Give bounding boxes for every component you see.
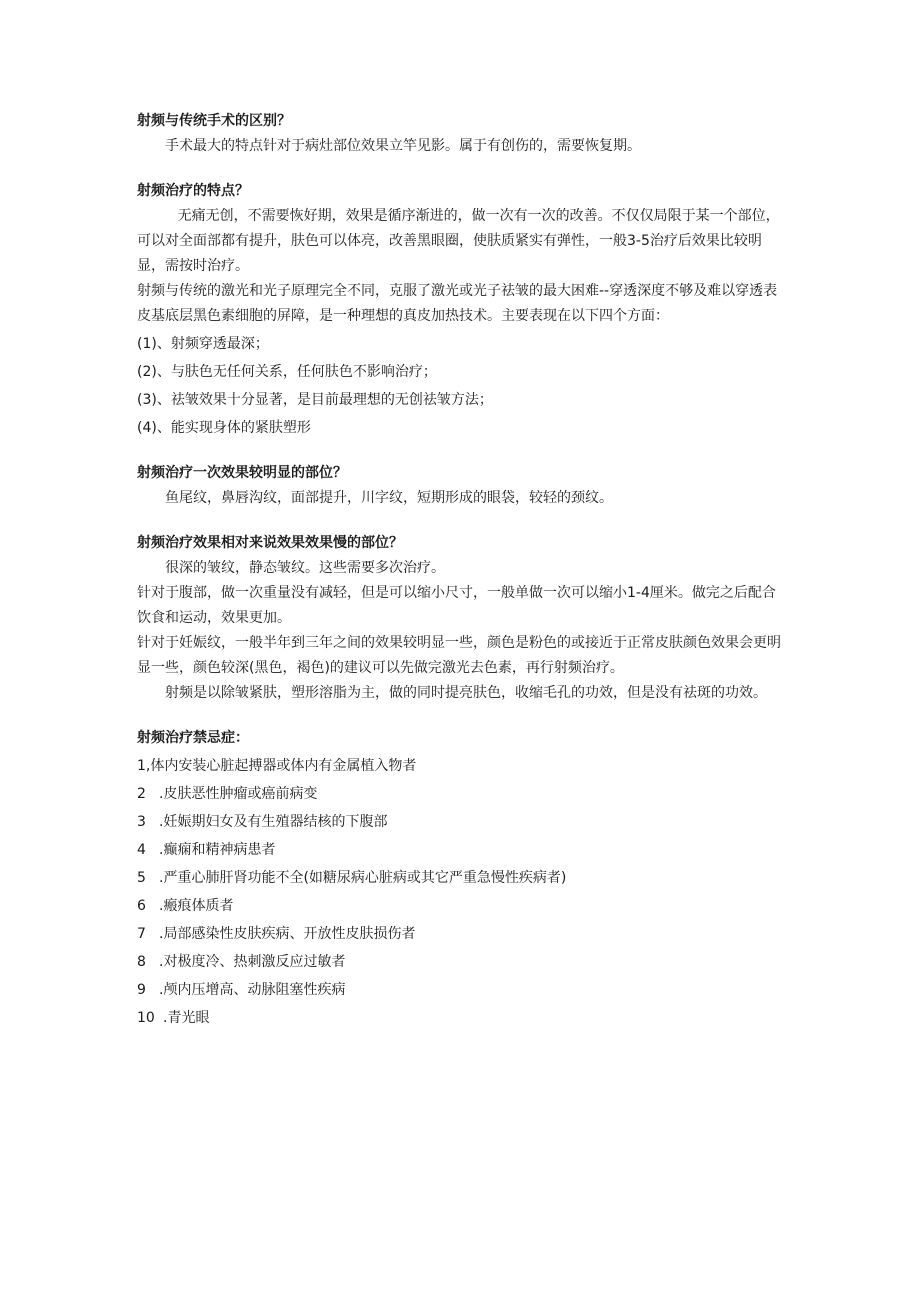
list-item — [137, 782, 787, 807]
item-text: .颅内压增高、动脉阻塞性疾病 — [159, 982, 346, 998]
paragraph: 鱼尾纹，鼻唇沟纹，面部提升，川字纹，短期形成的眼袋，较轻的颈纹。 — [165, 490, 613, 506]
item-number: 3 — [137, 814, 146, 830]
item-text: .皮肤恶性肿瘤或癌前病变 — [159, 786, 318, 802]
item-text: .局部感染性皮肤疾病、开放性皮肤损伤者 — [159, 926, 416, 942]
list-item — [137, 922, 787, 947]
item-text: .对极度冷、热刺激反应过敏者 — [159, 954, 346, 970]
section-heading: 射频治疗效果相对来说效果效果慢的部位？ — [137, 535, 403, 551]
section-rf-features — [137, 179, 787, 441]
paragraph: 针对于腹部，做一次重量没有减轻，但是可以缩小尺寸，一般单做一次可以缩小1-4厘米。做完之后配合饮食和运动，效果更加。 — [137, 585, 776, 626]
item-number: 9 — [137, 982, 146, 998]
item-text: .妊娠期妇女及有生殖器结核的下腹部 — [159, 814, 388, 830]
paragraph: 无痛无创，不需要恢好期，效果是循序渐进的，做一次有一次的改善。不仅仅局限于某一个部位，可以对全面部都有提升，肤色可以体亮，改善黑眼圈，使肤质紧实有弹性，一般3-5治疗后效果比较明显，需按时治疗。 — [137, 208, 780, 274]
section-slow-areas — [137, 531, 787, 706]
item-number: 8 — [137, 954, 146, 970]
section-heading: 射频治疗的特点？ — [137, 183, 249, 199]
section-contraindications — [137, 726, 787, 1031]
item-text: .严重心肺肝肾功能不全(如糖尿病心脏病或其它严重急慢性疾病者) — [159, 870, 567, 886]
contraindication-list — [137, 754, 787, 1031]
paragraph: 射频是以除皱紧肤，塑形溶脂为主，做的同时提亮肤色，收缩毛孔的功效，但是没有祛斑的功效。 — [165, 685, 767, 701]
list-item — [137, 978, 787, 1003]
item-number: 4 — [137, 842, 146, 858]
list-item: (2)、与肤色无任何关系，任何肤色不影响治疗； — [137, 364, 437, 380]
item-text: .瘢痕体质者 — [159, 898, 234, 914]
item-text: .青光眼 — [163, 1010, 210, 1026]
document-content — [137, 109, 787, 1051]
section-heading: 射频与传统手术的区别？ — [137, 113, 291, 129]
list-item — [137, 838, 787, 863]
list-item: (1)、射频穿透最深； — [137, 336, 269, 352]
item-number: 10 — [137, 1010, 155, 1026]
item-number: 5 — [137, 870, 146, 886]
item-number: 6 — [137, 898, 146, 914]
item-number: 2 — [137, 786, 146, 802]
item-text: .癫痫和精神病患者 — [159, 842, 276, 858]
feature-list — [137, 332, 787, 441]
section-obvious-areas — [137, 461, 787, 511]
list-item: (4)、能实现身体的紧肤塑形 — [137, 420, 311, 436]
list-item — [137, 894, 787, 919]
paragraph: 针对于妊娠纹，一般半年到三年之间的效果较明显一些，颜色是粉色的或接近于正常皮肤颜色效果会更明显一些，颜色较深(黑色，褐色)的建议可以先做完激光去色素，再行射频治疗。 — [137, 635, 781, 676]
paragraph: 射频与传统的激光和光子原理完全不同，克服了激光或光子祛皱的最大困难--穿透深度不够及难以穿透表皮基底层黑色素细胞的屏障，是一种理想的真皮加热技术。主要表现在以下四个方面： — [137, 283, 778, 324]
list-item: (3)、祛皱效果十分显著，是目前最理想的无创祛皱方法； — [137, 392, 493, 408]
section-heading: 射频治疗禁忌症： — [137, 730, 249, 746]
list-item: 1,体内安装心脏起搏器或体内有金属植入物者 — [137, 758, 417, 774]
paragraph: 手术最大的特点针对于病灶部位效果立竿见影。属于有创伤的，需要恢复期。 — [165, 138, 641, 154]
paragraph: 很深的皱纹，静态皱纹。这些需要多次治疗。 — [165, 560, 445, 576]
section-heading: 射频治疗一次效果较明显的部位？ — [137, 465, 347, 481]
list-item — [137, 810, 787, 835]
list-item — [137, 1006, 787, 1031]
item-number: 7 — [137, 926, 146, 942]
list-item — [137, 950, 787, 975]
list-item — [137, 866, 787, 891]
section-rf-vs-surgery — [137, 109, 787, 159]
